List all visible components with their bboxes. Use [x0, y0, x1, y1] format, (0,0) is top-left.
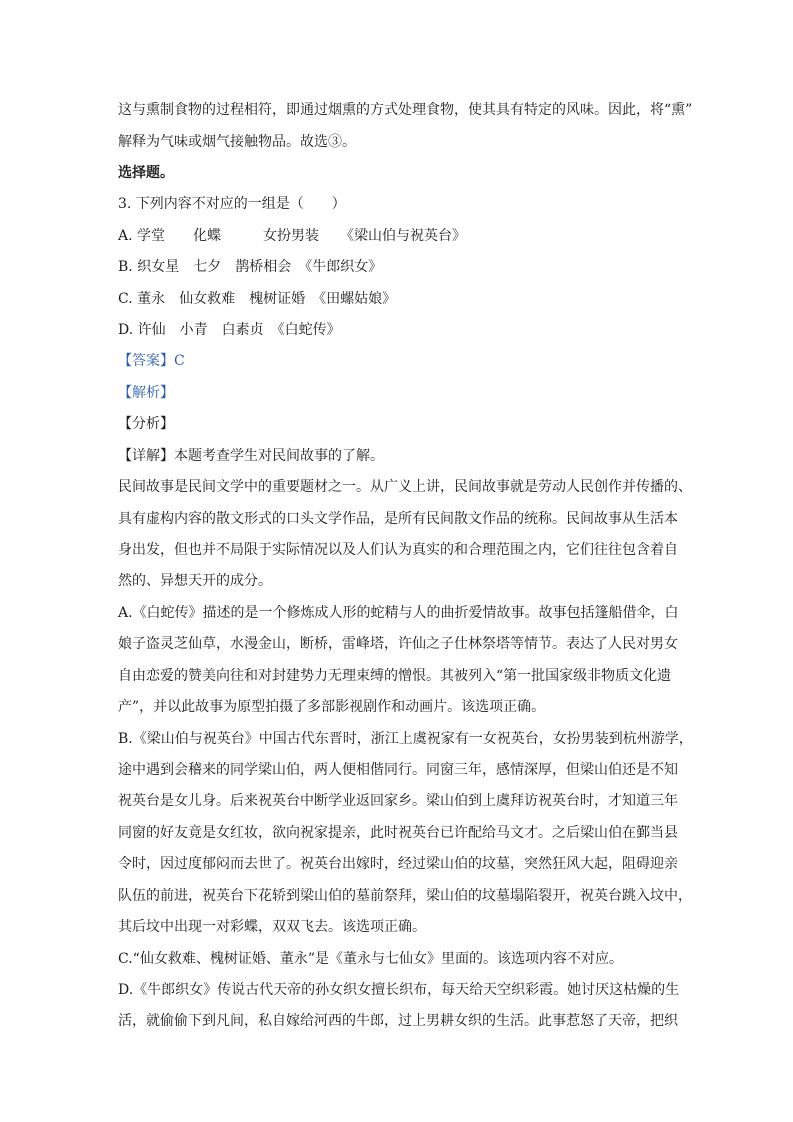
option-d: D. 许仙 小青 白素贞 《白蛇传》: [118, 322, 341, 338]
paragraph-line: 解释为气味或烟气接触物品。故选③。: [118, 134, 356, 150]
explanation-b: B.《梁山伯与祝英台》中国古代东晋时，浙江上虞祝家有一女祝英台，女扮男装到杭州游学，: [118, 731, 693, 747]
question-stem: 3. 下列内容不对应的一组是（ ）: [118, 196, 346, 212]
explanation-b: 令时，因过度郁闷而去世了。祝英台出嫁时，经过梁山伯的坟墓，突然狂风大起，阻碍迎亲: [118, 856, 678, 872]
explanation-c: C.“仙女救难、槐树证婚、董永”是《董永与七仙女》里面的。该选项内容不对应。: [118, 951, 623, 967]
explanation-b: 途中遇到会稽来的同学梁山伯，两人便相偕同行。同窗三年，感情深厚，但梁山伯还是不知: [118, 762, 678, 778]
explanation-b: 同窗的好友竟是女红妆，欲向祝家提亲，此时祝英台已许配给马文才。之后梁山伯在鄞当县: [118, 825, 678, 841]
paragraph-line: 然的、异想天开的成分。: [118, 573, 272, 589]
section-heading: 选择题。: [118, 165, 174, 181]
explanation-b: 其后坟中出现一对彩蝶，双双飞去。该选项正确。: [118, 919, 426, 935]
option-a: A. 学堂 化蝶 女扮男装 《梁山伯与祝英台》: [118, 228, 467, 244]
analysis-label: 【解析】: [118, 385, 174, 401]
answer-label: 【答案】C: [118, 353, 185, 369]
breakdown-label: 【分析】: [118, 416, 174, 432]
explanation-a: 娘子盗灵芝仙草，水漫金山，断桥，雷峰塔，许仙之子仕林祭塔等情节。表达了人民对男女: [118, 636, 678, 652]
explanation-a: 自由恋爱的赞美向往和对封建势力无理束缚的憎恨。其被列入“第一批国家级非物质文化遗: [118, 668, 672, 684]
paragraph-line: 身出发，但也并不局限于实际情况以及人们认为真实的和合理范围之内，它们往往包含着自: [118, 542, 678, 558]
explanation-a: 产”，并以此故事为原型拍摄了多部影视剧作和动画片。该选项正确。: [118, 699, 546, 715]
explanation-a: A.《白蛇传》描述的是一个修炼成人形的蛇精与人的曲折爱情故事。故事包括篷船借伞，白: [118, 605, 679, 621]
detail-intro: 【详解】本题考查学生对民间故事的了解。: [118, 448, 384, 464]
explanation-d: 活，就偷偷下到凡间，私自嫁给河西的牛郎，过上男耕女织的生活。此事惹怒了天帝，把织: [118, 1013, 678, 1029]
paragraph-line: 具有虚构内容的散文形式的口头文学作品，是所有民间散文作品的统称。民间故事从生活本: [118, 511, 678, 527]
paragraph-line: 民间故事是民间文学中的重要题材之一。从广义上讲，民间故事就是劳动人民创作并传播的、: [118, 479, 692, 495]
explanation-b: 队伍的前进，祝英台下花轿到梁山伯的墓前祭拜，梁山伯的坟墓塌陷裂开，祝英台跳入坟中，: [118, 888, 692, 904]
option-b: B. 织女星 七夕 鹊桥相会 《牛郎织女》: [118, 259, 383, 275]
explanation-b: 祝英台是女儿身。后来祝英台中断学业返回家乡。梁山伯到上虞拜访祝英台时，才知道三年: [118, 793, 678, 809]
option-c: C. 董永 仙女救难 槐树证婚 《田螺姑娘》: [118, 291, 397, 307]
paragraph-line: 这与熏制食物的过程相符，即通过烟熏的方式处理食物，使其具有特定的风味。因此，将“熏”: [118, 102, 693, 118]
explanation-d: D.《牛郎织女》传说古代天帝的孙女织女擅长织布，每天给天空织彩霞。她讨厌这枯燥的生: [118, 982, 680, 998]
